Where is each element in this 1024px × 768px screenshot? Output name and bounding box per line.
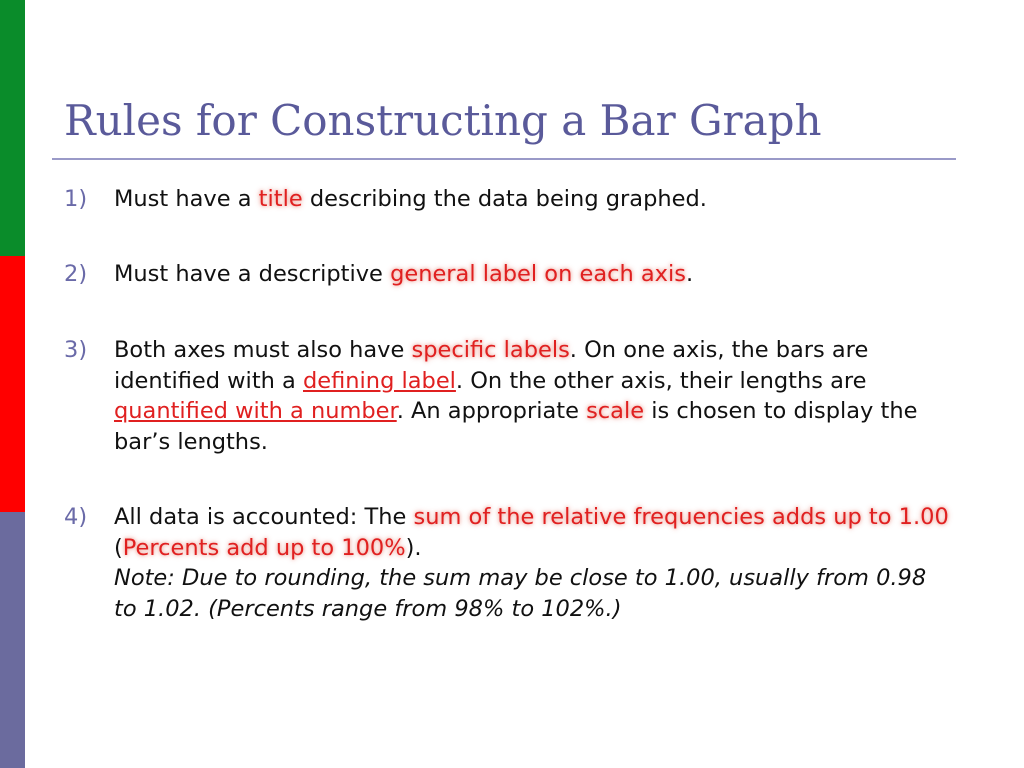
text: describing the data being graphed.	[302, 186, 707, 212]
note-text: Note: Due to rounding, the sum may be close to 1.00, usually from 0.98 to 1.02. (Percents range from 98% to 102%.)	[114, 565, 927, 622]
text: ).	[405, 534, 422, 561]
highlight-specific-labels: specific labels	[411, 337, 570, 363]
item-text	[114, 184, 954, 215]
list-item-3	[64, 335, 954, 457]
item-text	[114, 259, 954, 290]
highlight-scale: scale	[586, 398, 645, 424]
text: is chosen to display the bar’s lengths.	[114, 398, 918, 455]
title-divider	[52, 158, 956, 160]
highlight-sum: sum of the relative frequencies adds up to 1.00	[413, 504, 949, 530]
text: Must have a	[114, 186, 259, 212]
underline-quantified: quantified with a number	[114, 398, 397, 424]
item-number: 4)	[64, 504, 88, 530]
text: Both axes must also have	[114, 337, 412, 363]
item-number: 3)	[64, 337, 88, 363]
red-stripe	[0, 256, 25, 512]
green-stripe	[0, 0, 25, 256]
blue-stripe	[0, 512, 25, 768]
text: (	[114, 534, 123, 561]
list-item-4	[64, 502, 954, 624]
text: .	[685, 261, 694, 287]
text: . An appropriate	[396, 398, 587, 424]
slide-title: Rules for Constructing a Bar Graph	[64, 96, 822, 145]
item-number: 1)	[64, 186, 88, 212]
text: Must have a descriptive	[114, 261, 391, 287]
underline-defining-label: defining label	[303, 367, 456, 394]
item-text	[114, 335, 954, 457]
text: All data is accounted: The	[114, 504, 414, 530]
list-item-1	[64, 184, 954, 215]
item-number: 2)	[64, 261, 88, 287]
list-item-2	[64, 259, 954, 290]
item-text	[114, 502, 954, 624]
text: . On the other axis, their lengths are	[455, 367, 867, 394]
highlight-title: title	[258, 186, 303, 212]
highlight-axis-label: general label on each axis	[390, 261, 686, 287]
text: . On one axis, the bars are identified with a	[114, 337, 869, 394]
highlight-percents: Percents add up to 100%	[122, 534, 406, 561]
